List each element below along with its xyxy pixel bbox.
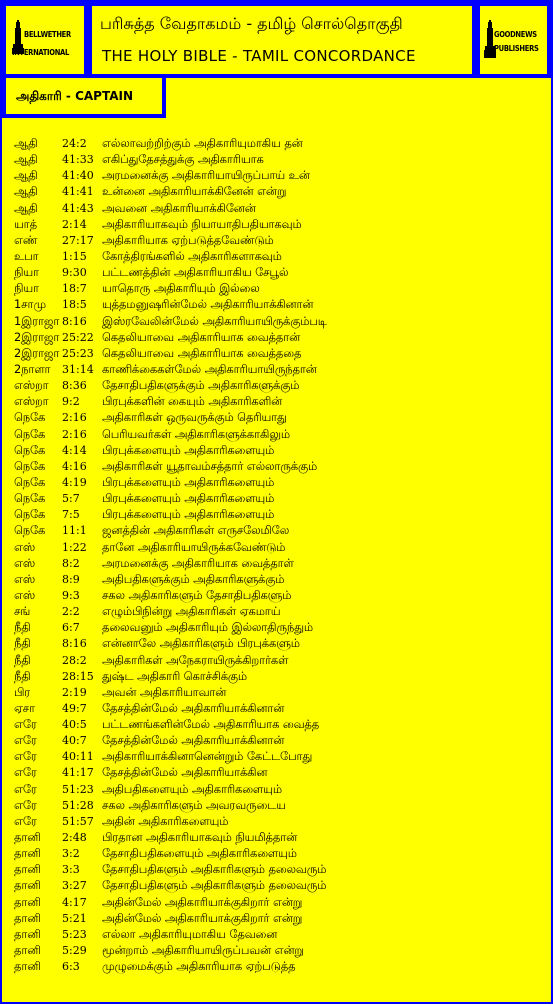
verse-text: பட்டணத்தின் அதிகாரியாகிய சேபூல்: [102, 266, 289, 280]
topic-label: அதிகாரி - CAPTAIN: [16, 89, 134, 103]
verse-text: அதின்மேல் அதிகாரியாக்குகிறார் என்று: [102, 895, 303, 909]
verse-ref: 4:16: [62, 459, 87, 473]
verse-text: அரமனைக்கு அதிகாரியாயிருப்பாய் உன்: [102, 169, 310, 183]
book-abbrev: நெகே: [14, 411, 46, 425]
verse-text: தானே அதிகாரியாயிருக்கவேண்டும்: [102, 540, 286, 554]
verse-text: எகிப்துதேசத்துக்கு அதிகாரியாக: [102, 153, 264, 167]
verse-text: பிரபுக்களையும் அதிகாரிகளையும்: [102, 475, 275, 489]
book-abbrev: நெகே: [14, 427, 46, 441]
verse-ref: 9:3: [62, 588, 80, 602]
verse-text: தேசத்தின்மேல் அதிகாரியாக்கினான்: [102, 701, 285, 715]
verse-ref: 40:11: [62, 750, 94, 764]
book-abbrev: தானி: [14, 847, 41, 861]
book-abbrev: தானி: [14, 895, 41, 909]
verse-ref: 24:2: [62, 137, 87, 150]
book-abbrev: எரே: [14, 798, 37, 812]
verse-ref: 25:23: [62, 346, 94, 360]
verse-text: தேசத்தின்மேல் அதிகாரியாக்கினான்: [102, 734, 285, 748]
book-abbrev: சங்: [14, 605, 31, 619]
verse-ref: 8:2: [62, 556, 80, 570]
book-abbrev: நியா: [14, 266, 39, 280]
logo-line-2: PUBLISHERS: [494, 44, 539, 53]
book-abbrev: நெகே: [14, 443, 46, 457]
goodnews-logo: [476, 2, 551, 78]
book-abbrev: எரே: [14, 734, 37, 748]
verse-text: அவன் அதிகாரியாவான்: [102, 685, 227, 699]
book-abbrev: 1இராஜா: [14, 314, 60, 328]
verse-ref: 8:16: [62, 637, 87, 651]
book-abbrev: எஸ்: [14, 540, 35, 554]
book-abbrev: ஆதி: [14, 169, 38, 183]
verse-ref: 51:23: [62, 782, 94, 796]
verse-ref: 41:41: [62, 185, 94, 199]
verse-text: அதிபதிகளுக்கும் அதிகாரிகளுக்கும்: [102, 572, 285, 586]
verse-ref: 28:2: [62, 653, 87, 667]
verse-ref: 4:19: [62, 475, 87, 489]
book-abbrev: நியா: [14, 282, 39, 296]
verse-text: தேசாதிபதிகளுக்கும் அதிகாரிகளுக்கும்: [102, 379, 300, 393]
book-abbrev: எரே: [14, 766, 37, 780]
verse-ref: 5:29: [62, 944, 87, 958]
verse-text: யாதொரு அதிகாரியும் இல்லை: [102, 282, 260, 296]
verse-ref: 31:14: [62, 362, 94, 376]
verse-text: அதிகாரியாக்கினானென்றும் கேட்டபோது: [102, 750, 313, 764]
verse-text: அதிகாரியாக ஏற்படுத்தவேண்டும்: [102, 233, 274, 247]
title-english: THE HOLY BIBLE - TAMIL CONCORDANCE: [102, 47, 416, 65]
book-abbrev: யாத்: [14, 217, 37, 231]
verse-text: கோத்திரங்களில் அதிகாரிகளாகவும்: [102, 249, 282, 263]
verse-text: முழுமைக்கும் அதிகாரியாக ஏற்படுத்த: [102, 960, 296, 974]
verse-ref: 2:19: [62, 685, 87, 699]
verse-text: அவனை அதிகாரியாக்கினேன்: [102, 201, 256, 215]
statue-icon: [484, 20, 496, 60]
book-abbrev: தானி: [14, 944, 41, 958]
book-abbrev: தானி: [14, 927, 41, 941]
book-abbrev: எண்: [14, 233, 38, 247]
book-abbrev: எரே: [14, 718, 37, 732]
verse-text: அரமனைக்கு அதிகாரியாக வைத்தாள்: [102, 556, 294, 570]
verse-text: சகல அதிகாரிகளும் தேசாதிபதிகளும்: [102, 588, 292, 602]
verse-text: என்னாலே அதிகாரிகளும் பிரபுக்களும்: [102, 637, 300, 651]
verse-ref: 49:7: [62, 701, 87, 715]
verse-text: சகல அதிகாரிகளும் அவரவருடைய: [102, 798, 286, 812]
verse-ref: 41:40: [62, 169, 94, 183]
logo-line-1: BELLWETHER: [24, 30, 71, 39]
verse-text: தேசாதிபதிகளையும் அதிகாரிகளையும்: [102, 847, 297, 861]
verse-ref: 8:9: [62, 572, 80, 586]
verse-ref: 51:28: [62, 798, 94, 812]
verse-ref: 2:16: [62, 427, 87, 441]
verse-ref: 9:30: [62, 266, 87, 280]
verse-ref: 5:21: [62, 911, 87, 925]
title-tamil: பரிசுத்த வேதாகமம் - தமிழ் சொல்தொகுதி: [100, 14, 403, 33]
verse-text: கெதலியாவை அதிகாரியாக வைத்ததை: [102, 346, 302, 360]
verse-ref: 6:7: [62, 621, 80, 635]
verse-ref: 3:3: [62, 863, 80, 877]
verse-text: மூன்றாம் அதிகாரியாயிருப்பவன் என்று: [102, 944, 304, 958]
book-abbrev: எரே: [14, 750, 37, 764]
book-abbrev: பிர: [14, 685, 31, 699]
topic-label-box: [2, 78, 166, 118]
book-abbrev: நெகே: [14, 459, 46, 473]
verse-ref: 7:5: [62, 508, 80, 522]
verse-ref: 51:57: [62, 814, 94, 828]
verse-text: பிரபுக்களையும் அதிகாரிகளையும்: [102, 492, 275, 506]
verse-text: பட்டணங்களின்மேல் அதிகாரியாக வைத்த: [102, 718, 320, 732]
book-abbrev: தானி: [14, 879, 41, 893]
verse-ref: 28:15: [62, 669, 94, 683]
title-box: [88, 2, 476, 78]
verse-ref: 40:7: [62, 734, 87, 748]
verse-text: பிரதான அதிகாரியாகவும் நியமித்தான்: [102, 831, 298, 845]
verse-ref: 8:16: [62, 314, 87, 328]
book-abbrev: ஆதி: [14, 185, 38, 199]
book-abbrev: தானி: [14, 960, 41, 974]
verse-text: பிரபுக்களையும் அதிகாரிகளையும்: [102, 443, 275, 457]
book-abbrev: எஸ்றா: [14, 395, 49, 409]
book-abbrev: ஆதி: [14, 153, 38, 167]
verse-ref: 3:2: [62, 847, 80, 861]
verse-text: பிரபுக்களின் கையும் அதிகாரிகளின்: [102, 395, 283, 409]
book-abbrev: தானி: [14, 863, 41, 877]
verse-text: இஸ்ரவேலின்மேல் அதிகாரியாயிருக்கும்படி: [102, 314, 327, 328]
verse-ref: 9:2: [62, 395, 80, 409]
verse-ref: 2:2: [62, 605, 80, 619]
verse-ref: 18:5: [62, 298, 87, 312]
verse-ref: 1:15: [62, 249, 87, 263]
verse-ref: 18:7: [62, 282, 87, 296]
verse-text: அதிகாரிகள் ஒருவருக்கும் தெரியாது: [102, 411, 287, 425]
verse-text: அதிகாரியாகவும் நியாயாதிபதியாகவும்: [102, 217, 302, 231]
book-abbrev: 2நாளா: [14, 362, 51, 376]
book-abbrev: நெகே: [14, 508, 46, 522]
verse-text: அதிபதிகளையும் அதிகாரிகளையும்: [102, 782, 282, 796]
verse-ref: 40:5: [62, 718, 87, 732]
verse-text: அதிகாரிகள் அநேகராயிருக்கிறார்கள்: [102, 653, 289, 667]
book-abbrev: 2இராஜா: [14, 346, 60, 360]
book-abbrev: நீதி: [14, 653, 31, 667]
verse-text: அதிகாரிகள் யூதாவம்சத்தார் எல்லாருக்கும்: [102, 459, 318, 473]
verse-text: பிரபுக்களையும் அதிகாரிகளையும்: [102, 508, 275, 522]
book-abbrev: தானி: [14, 831, 41, 845]
book-abbrev: எஸ்: [14, 556, 35, 570]
book-abbrev: நெகே: [14, 492, 46, 506]
book-abbrev: எஸ்றா: [14, 379, 49, 393]
verse-ref: 2:48: [62, 831, 87, 845]
logo-line-2: INTERNATIONAL: [12, 48, 69, 57]
verse-ref: 4:17: [62, 895, 87, 909]
verse-text: கெதலியாவை அதிகாரியாக வைத்தான்: [102, 330, 301, 344]
book-abbrev: நீதி: [14, 637, 31, 651]
verse-ref: 4:14: [62, 443, 87, 457]
book-abbrev: எஸ்: [14, 572, 35, 586]
logo-line-1: GOODNEWS: [494, 30, 537, 39]
verse-ref: 41:43: [62, 201, 94, 215]
book-abbrev: ஆதி: [14, 201, 38, 215]
verse-text: காணிக்கைகள்மேல் அதிகாரியாயிருந்தான்: [102, 362, 317, 376]
bellwether-logo: [2, 2, 88, 78]
verse-ref: 1:22: [62, 540, 87, 554]
verse-text: தேசத்தின்மேல் அதிகாரியாக்கின: [102, 766, 268, 780]
verse-text: துஷ்ட அதிகாரி கொச்சிக்கும்: [102, 669, 247, 683]
verse-ref: 5:7: [62, 492, 80, 506]
verse-ref: 8:36: [62, 379, 87, 393]
book-abbrev: தானி: [14, 911, 41, 925]
verse-text: தேசாதிபதிகளும் அதிகாரிகளும் தலைவரும்: [102, 863, 327, 877]
verse-ref: 2:14: [62, 217, 87, 231]
verse-ref: 6:3: [62, 960, 80, 974]
verse-text: உன்னை அதிகாரியாக்கினேன் என்று: [102, 185, 287, 199]
book-abbrev: எஸ்: [14, 588, 35, 602]
verse-text: எல்லாவற்றிற்கும் அதிகாரியுமாகிய தன்: [102, 137, 303, 150]
verse-text: தேசாதிபதிகளும் அதிகாரிகளும் தலைவரும்: [102, 879, 327, 893]
book-abbrev: எரே: [14, 782, 37, 796]
book-abbrev: 2இராஜா: [14, 330, 60, 344]
book-abbrev: எரே: [14, 814, 37, 828]
book-abbrev: உபா: [14, 249, 39, 263]
verse-text: அதின்மேல் அதிகாரியாக்குகிறார் என்று: [102, 911, 303, 925]
verse-text: எல்லா அதிகாரியுமாகிய தேவனை: [102, 927, 278, 941]
book-abbrev: ஏசா: [14, 701, 35, 715]
verse-text: தலைவனும் அதிகாரியும் இல்லாதிருந்தும்: [102, 621, 313, 635]
verse-ref: 25:22: [62, 330, 94, 344]
verse-ref: 41:17: [62, 766, 94, 780]
book-abbrev: ஆதி: [14, 137, 38, 150]
verse-text: பெரியவர்கள் அதிகாரிகளுக்காகிலும்: [102, 427, 290, 441]
book-abbrev: நெகே: [14, 524, 46, 538]
book-abbrev: நீதி: [14, 669, 31, 683]
verse-ref: 2:16: [62, 411, 87, 425]
verse-text: எழும்பிநின்று அதிகாரிகள் ஏகமாய்: [102, 605, 281, 619]
book-abbrev: நெகே: [14, 475, 46, 489]
book-abbrev: நீதி: [14, 621, 31, 635]
verse-text: ஜனத்தின் அதிகாரிகள் எருசலேமிலே: [102, 524, 290, 538]
verse-ref: 27:17: [62, 233, 94, 247]
verse-ref: 5:23: [62, 927, 87, 941]
verse-text: அதின் அதிகாரிகளையும்: [102, 814, 229, 828]
verse-ref: 11:1: [62, 524, 87, 538]
verse-text: யுத்தமனுஷரின்மேல் அதிகாரியாக்கினான்: [102, 298, 314, 312]
verse-ref: 41:33: [62, 153, 94, 167]
book-abbrev: 1சாமு: [14, 298, 46, 312]
verse-ref: 3:27: [62, 879, 87, 893]
